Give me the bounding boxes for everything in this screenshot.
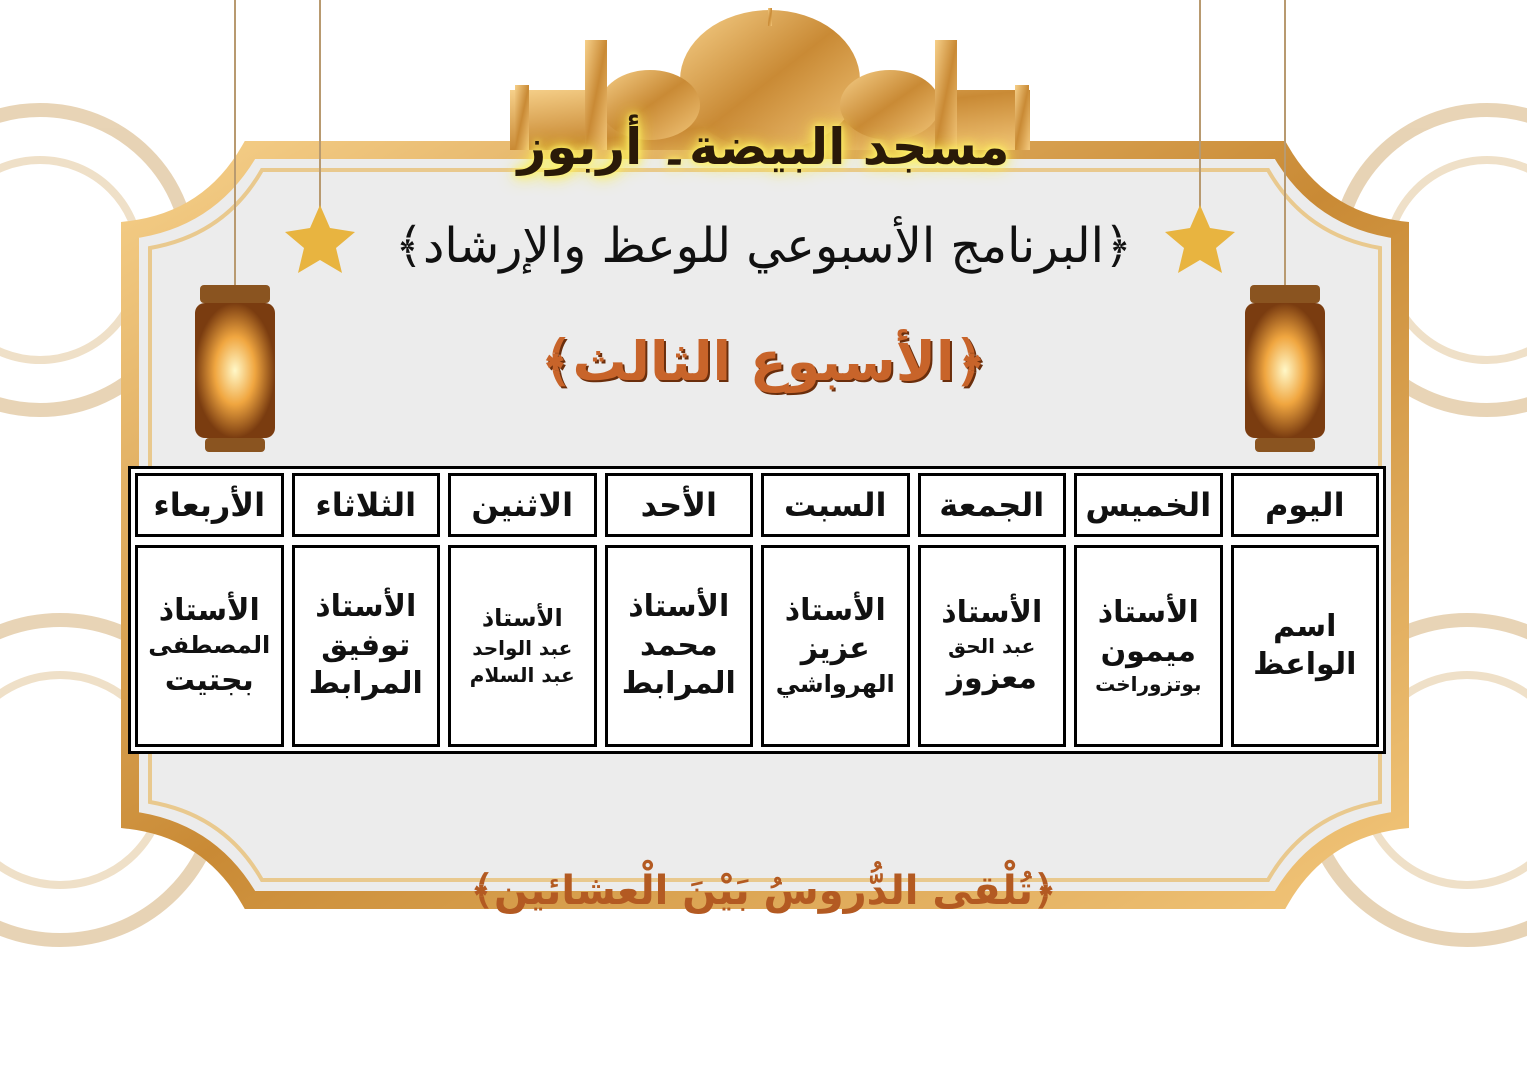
footer-note: ﴿تُلْقى الدُّروسُ بَيْنَ الْعشائين﴾ (470, 868, 1057, 914)
preacher-first-name: محمد (639, 627, 718, 663)
preacher-saturday (761, 545, 910, 747)
preacher-first-name: ميمون (1100, 633, 1196, 669)
day-header-thursday: الخميس (1074, 473, 1223, 537)
day-header-monday: الاثنين (448, 473, 597, 537)
preacher-last-name: المرابط (308, 666, 423, 702)
mosque-name: مسجد البيضة۔ أربوز (517, 118, 1010, 176)
preacher-title: الأستاذ (158, 592, 260, 628)
preacher-title: الأستاذ (941, 595, 1043, 630)
preacher-sunday (605, 545, 754, 747)
day-header-tuesday: الثلاثاء (292, 473, 441, 537)
preacher-title: الأستاذ (481, 604, 563, 633)
preacher-friday (918, 545, 1067, 747)
program-title: ﴿البرنامج الأسبوعي للوعظ والإرشاد﴾ (394, 218, 1133, 274)
preacher-first-name: عبد الحق (948, 633, 1036, 658)
preacher-last-name: بوتزوراخت (1095, 672, 1202, 696)
day-header-label: اليوم (1231, 473, 1380, 537)
week-title: ﴿الأسبوع الثالث﴾ (540, 330, 987, 393)
preacher-last-name: معزوز (946, 660, 1037, 696)
preacher-first-name: عبد الواحد (472, 635, 573, 660)
preacher-last-name: عبد السلام (469, 662, 575, 687)
preacher-last-name: بجتيت (164, 662, 254, 698)
preacher-monday (448, 545, 597, 747)
schedule-table (128, 466, 1386, 754)
preacher-first-name: المصطفى (148, 631, 271, 660)
day-header-saturday: السبت (761, 473, 910, 537)
day-header-friday: الجمعة (918, 473, 1067, 537)
preacher-label-cell (1231, 545, 1380, 747)
preacher-first-name: توفيق (321, 627, 411, 663)
label-line: الواعظ (1253, 647, 1357, 682)
preacher-title: الأستاذ (784, 592, 886, 628)
day-header-wednesday: الأربعاء (135, 473, 284, 537)
preacher-first-name: عزيز (800, 631, 870, 667)
preacher-last-name: المرابط (621, 666, 736, 702)
preacher-tuesday (292, 545, 441, 747)
preacher-title: الأستاذ (628, 589, 730, 625)
preacher-title: الأستاذ (1097, 595, 1199, 630)
preacher-last-name: الهرواشي (775, 669, 895, 698)
preacher-wednesday (135, 545, 284, 747)
preacher-title: الأستاذ (315, 589, 417, 625)
preacher-thursday (1074, 545, 1223, 747)
day-header-sunday: الأحد (605, 473, 754, 537)
label-line: اسم (1273, 608, 1337, 644)
